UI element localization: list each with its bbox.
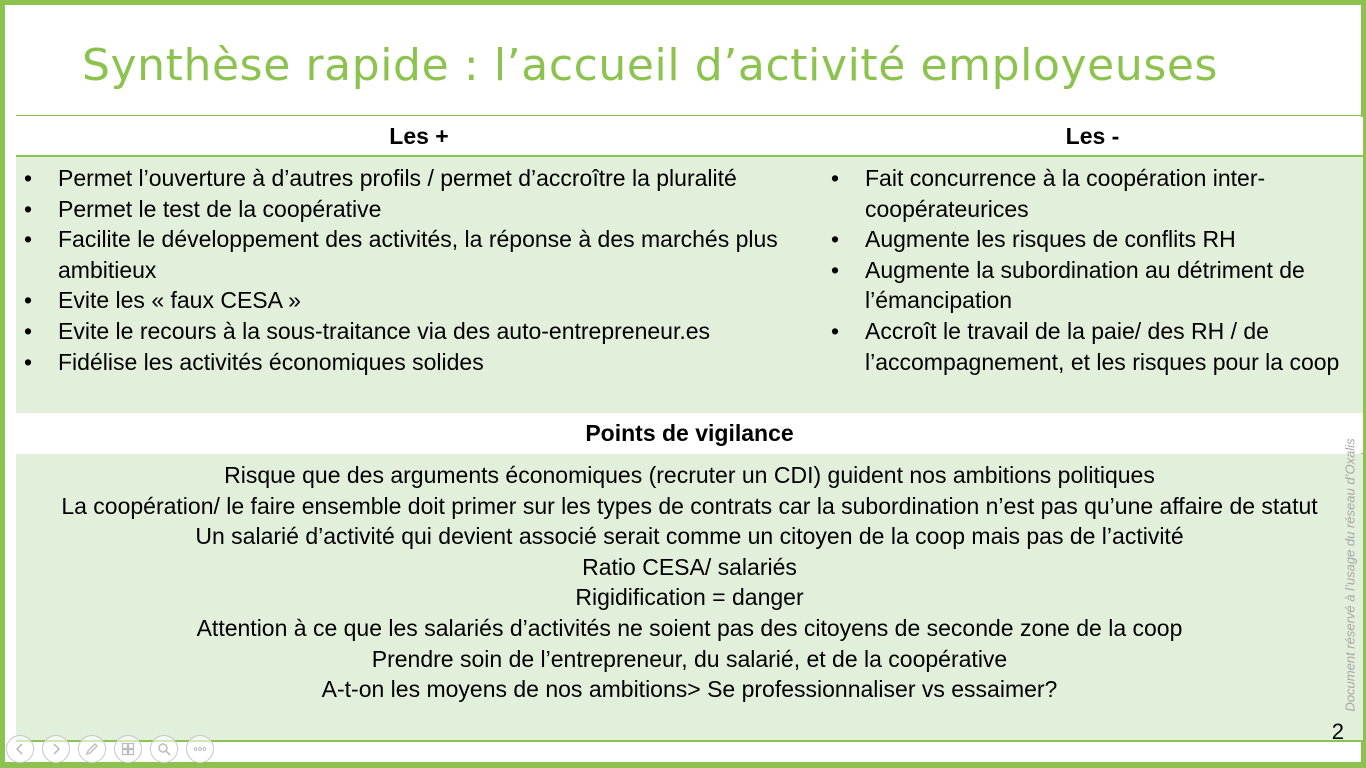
watermark	[1340, 438, 1360, 712]
minus-item: • Fait concurrence à la coopération inter-coopérateurices	[823, 163, 1359, 224]
more-options-button[interactable]	[186, 735, 214, 763]
plus-item: • Evite les « faux CESA »	[16, 285, 816, 316]
watermark-text: Document réservé à l’usage du réseau d’Oxalis	[1342, 438, 1358, 712]
table-top-border	[16, 115, 1363, 116]
pen-button[interactable]	[78, 735, 106, 763]
next-slide-icon	[48, 741, 64, 757]
next-slide-button[interactable]	[42, 735, 70, 763]
vigilance-lines	[24, 460, 1355, 705]
zoom-icon	[156, 741, 172, 757]
plus-item: • Permet l’ouverture à d’autres profils / permet d’accroître la pluralité	[16, 163, 816, 194]
plus-item: • Evite le recours à la sous-traitance via des auto-entrepreneur.es	[16, 316, 816, 347]
plus-header: Les +	[389, 123, 449, 149]
vigilance-header: Points de vigilance	[16, 413, 1363, 453]
minus-list	[823, 163, 1359, 377]
pen-icon	[84, 741, 100, 757]
plus-column	[16, 163, 816, 377]
more-options-icon	[192, 741, 208, 757]
vigilance-line: Un salarié d’activité qui devient associé serait comme un citoyen de la coop mais pas de l’activité	[195, 523, 1184, 550]
vigilance-line: Ratio CESA/ salariés	[582, 553, 797, 580]
minus-item: • Accroît le travail de la paie/ des RH / de l’accompagnement, et les risques pour la coop	[823, 316, 1359, 377]
vigilance-line: Attention à ce que les salariés d’activités ne soient pas des citoyens de seconde zone de la coop	[196, 614, 1183, 641]
previous-slide-icon	[12, 741, 28, 757]
slideshow-toolbar	[6, 735, 214, 763]
previous-slide-button[interactable]	[6, 735, 34, 763]
vigilance-line: La coopération/ le faire ensemble doit primer sur les types de contrats car la subordination n’est pas qu’une affaire de statut	[61, 492, 1318, 519]
plus-list	[16, 163, 816, 377]
vigilance-line: Rigidification = danger	[575, 584, 804, 611]
minus-header: Les -	[1065, 123, 1120, 149]
vigilance-line: Prendre soin de l’entrepreneur, du salarié, et de la coopérative	[371, 645, 1008, 672]
slides-grid-button[interactable]	[114, 735, 142, 763]
plus-item: • Facilite le développement des activités, la réponse à des marchés plus ambitieux	[16, 224, 816, 285]
plus-item: • Permet le test de la coopérative	[16, 194, 816, 225]
plus-item: • Fidélise les activités économiques solides	[16, 347, 816, 378]
slides-grid-icon	[120, 741, 136, 757]
vigilance-body	[16, 454, 1363, 742]
minus-column	[823, 163, 1359, 377]
zoom-button[interactable]	[150, 735, 178, 763]
minus-item: • Augmente la subordination au détriment de l’émancipation	[823, 255, 1359, 316]
table-body-row	[16, 157, 1363, 413]
minus-item: • Augmente les risques de conflits RH	[823, 224, 1359, 255]
vigilance-line: Risque que des arguments économiques (recruter un CDI) guident nos ambitions politiques	[224, 462, 1155, 488]
table-header-row	[16, 117, 1363, 157]
vigilance-line: A-t-on les moyens de nos ambitions> Se professionnaliser vs essaimer?	[321, 676, 1058, 703]
slide-title: Synthèse rapide : l’accueil d’activité employeuses	[82, 40, 1219, 91]
page-number: 2	[1331, 719, 1344, 744]
